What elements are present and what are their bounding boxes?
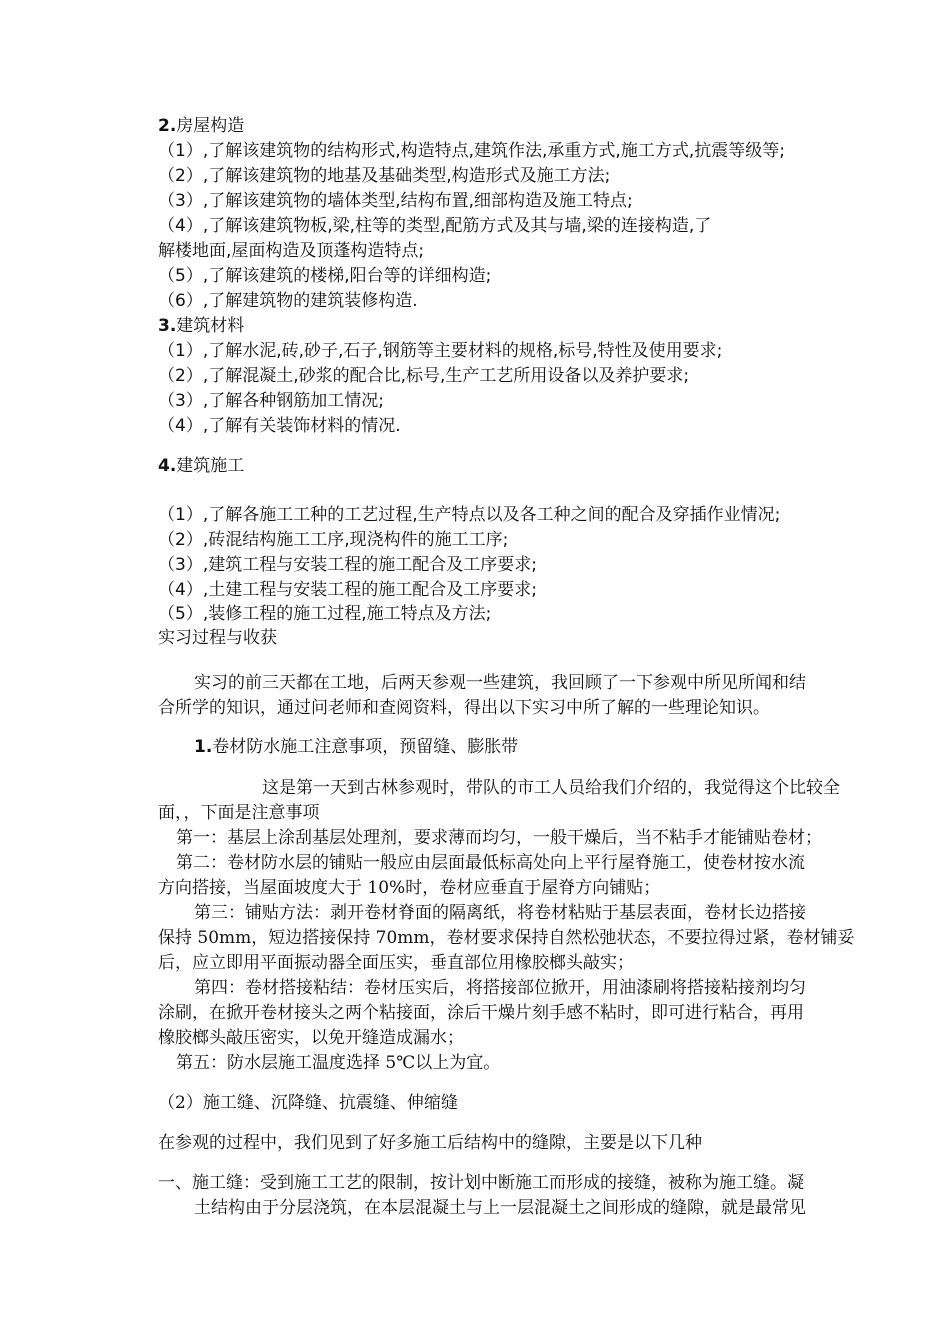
list-item: （1）,了解水泥,砖,砂子,石子,钢筋等主要材料的规格,标号,特性及使用要求; bbox=[158, 341, 723, 361]
list-item: （5）,了解该建筑的楼梯,阳台等的详细构造; bbox=[158, 266, 492, 286]
paragraph-line: 土结构由于分层浇筑，在本层混凝土与上一层混凝土之间形成的缝隙，就是最常见 bbox=[194, 1198, 806, 1218]
list-item: （4）,了解该建筑物板,梁,柱等的类型,配筋方式及其与墙,梁的连接构造,了 bbox=[158, 216, 712, 236]
paragraph-line: 一、施工缝：受到施工工艺的限制，按计划中断施工而形成的接缝，被称为施工缝。凝 bbox=[158, 1173, 804, 1193]
list-item: （4）,土建工程与安装工程的施工配合及工序要求; bbox=[158, 580, 537, 600]
paragraph-line: 实习的前三天都在工地，后两天参观一些建筑，我回顾了一下参观中所见所闻和结 bbox=[194, 673, 806, 693]
list-item: （2）,了解该建筑物的地基及基础类型,构造形式及施工方法; bbox=[158, 166, 611, 186]
list-item: （1）,了解各施工工种的工艺过程,生产特点以及各工种之间的配合及穿插作业情况; bbox=[158, 505, 781, 525]
paragraph-line: 合所学的知识，通过问老师和查阅资料，得出以下实习中所了解的一些理论知识。 bbox=[158, 698, 770, 718]
section-heading-4: 4.建筑施工 bbox=[158, 456, 245, 476]
paragraph-line: 第四：卷材搭接粘结：卷材压实后，将搭接部位掀开，用油漆刷将搭接粘接剂均匀 bbox=[194, 978, 806, 998]
section-heading-2: 2.房屋构造 bbox=[158, 116, 245, 136]
subsection-heading-2: （2）施工缝、沉降缝、抗震缝、伸缩缝 bbox=[158, 1093, 458, 1113]
list-item: （2）,了解混凝土,砂浆的配合比,标号,生产工艺所用设备以及养护要求; bbox=[158, 366, 690, 386]
list-item-continuation: 解楼地面,屋面构造及顶蓬构造特点; bbox=[158, 241, 425, 261]
list-item: （3）,了解各种钢筋加工情况; bbox=[158, 391, 384, 411]
paragraph-line: 保持 50mm，短边搭接保持 70mm，卷材要求保持自然松弛状态，不要拉得过紧，卷材铺妥 bbox=[158, 928, 855, 948]
list-item: （4）,了解有关装饰材料的情况. bbox=[158, 416, 401, 436]
paragraph-line: 面，，下面是注意事项 bbox=[158, 803, 320, 823]
paragraph-line: 后，应立即用平面振动器全面压实，垂直部位用橡胶榔头敲实； bbox=[158, 953, 634, 973]
paragraph-line: 第五：防水层施工温度选择 5℃以上为宜。 bbox=[176, 1053, 501, 1073]
list-item: （6）,了解建筑物的建筑装修构造. bbox=[158, 291, 418, 311]
paragraph-line: 第二：卷材防水层的铺贴一般应由层面最低标高处向上平行屋脊施工，使卷材按水流 bbox=[176, 853, 805, 873]
subsection-heading-1: 1.卷材防水施工注意事项，预留缝、膨胀带 bbox=[194, 737, 519, 757]
paragraph-line: 在参观的过程中，我们见到了好多施工后结构中的缝隙，主要是以下几种 bbox=[158, 1133, 702, 1153]
paragraph-line: 第三：铺贴方法：剥开卷材脊面的隔离纸，将卷材粘贴于基层表面，卷材长边搭接 bbox=[194, 903, 806, 923]
paragraph-line: 涂刷，在掀开卷材接头之两个粘接面，涂后干燥片刻手感不粘时，即可进行粘合，再用 bbox=[158, 1003, 804, 1023]
list-item: （3）,建筑工程与安装工程的施工配合及工序要求; bbox=[158, 555, 537, 575]
section-title: 实习过程与收获 bbox=[158, 628, 277, 648]
paragraph-line: 第一：基层上涂刮基层处理剂，要求薄而均匀，一般干燥后，当不粘手才能铺贴卷材； bbox=[176, 828, 822, 848]
list-item: （2）,砖混结构施工工序,现浇构件的施工工序; bbox=[158, 530, 509, 550]
paragraph-line: 橡胶榔头敲压密实，以免开缝造成漏水； bbox=[158, 1028, 464, 1048]
paragraph-line: 方向搭接，当屋面坡度大于 10%时，卷材应垂直于屋脊方向铺贴； bbox=[158, 878, 661, 898]
paragraph-line: 这是第一天到古林参观时，带队的市工人员给我们介绍的，我觉得这个比较全 bbox=[262, 778, 840, 798]
list-item: （3）,了解该建筑物的墙体类型,结构布置,细部构造及施工特点; bbox=[158, 191, 633, 211]
list-item: （1）,了解该建筑物的结构形式,构造特点,建筑作法,承重方式,施工方式,抗震等级等; bbox=[158, 141, 785, 161]
list-item: （5）,装修工程的施工过程,施工特点及方法; bbox=[158, 604, 492, 624]
section-heading-3: 3.建筑材料 bbox=[158, 316, 245, 336]
